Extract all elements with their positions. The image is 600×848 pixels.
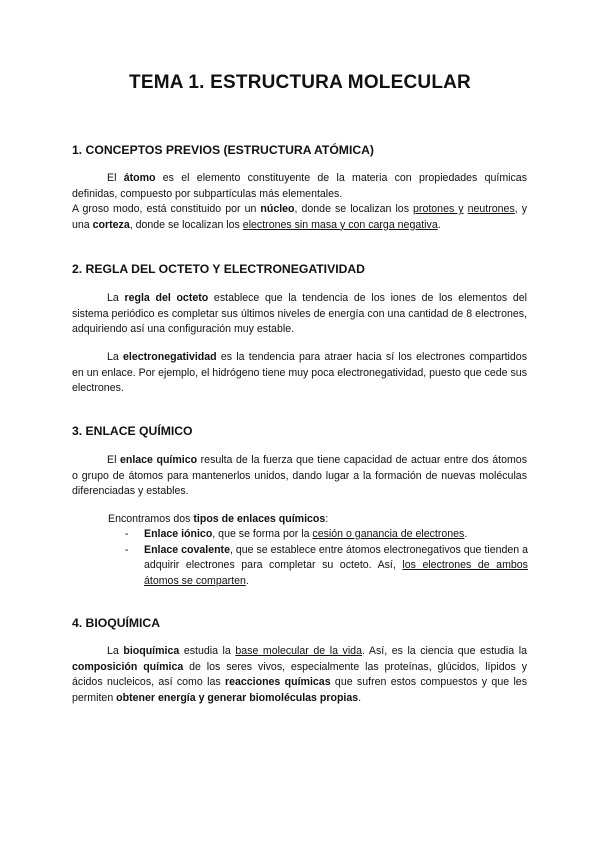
list-item: - Enlace covalente, que se establece entre átomos electronegativos que tienden a adquirir electrones para completar su octeto. Así, los electrones de ambos átomos se comparten.: [125, 543, 528, 587]
section-2-paragraph-1: La regla del octeto establece que la tendencia de los iones de los elementos del sistema periódico es completar sus últimos niveles de energía con una cantidad de 8 electrones, adquiriendo así una configuración muy estable.: [72, 292, 527, 336]
section-2-paragraph-2: La electronegatividad es la tendencia para atraer hacia sí los electrones compartidos en un enlace. Por ejemplo, el hidrógeno tiene muy poca electronegatividad, puesto que cede sus electrones.: [72, 351, 527, 395]
section-1-paragraph-2: A groso modo, está constituido por un núcleo, donde se localizan los protones y neutrones, y una corteza, donde se localizan los electrones sin masa y con carga negativa.: [72, 203, 528, 231]
section-1-heading: 1. CONCEPTOS PREVIOS (ESTRUCTURA ATÓMICA): [72, 143, 374, 157]
list-item: - Enlace iónico, que se forma por la cesión o ganancia de electrones.: [125, 528, 468, 540]
document-title: TEMA 1. ESTRUCTURA MOLECULAR: [129, 72, 471, 93]
enlace-types-list: [108, 527, 528, 589]
section-3-heading: 3. ENLACE QUÍMICO: [72, 424, 193, 438]
section-4-heading: 4. BIOQUÍMICA: [72, 616, 161, 630]
section-3-paragraph-1: El enlace químico resulta de la fuerza que tiene capacidad de actuar entre dos átomos o grupo de átomos para mantenerlos unidos, dando lugar a la formación de nuevas moléculas diferenciadas y estables.: [72, 454, 527, 498]
section-3-list-lead: Encontramos dos tipos de enlaces químicos:: [108, 513, 329, 525]
section-1-paragraph-1: El átomo es el elemento constituyente de la materia con propiedades químicas definidas, compuesto por subpartículas más elementales.: [72, 172, 527, 200]
section-2-heading: 2. REGLA DEL OCTETO Y ELECTRONEGATIVIDAD: [72, 262, 365, 276]
section-4-paragraph-1: La bioquímica estudia la base molecular de la vida. Así, es la ciencia que estudia la composición química de los seres vivos, especialmente las proteínas, glúcidos, lípidos y ácidos nucleicos, así como las reacciones químicas que sufren estos compuestos y que les permiten obtener energía y generar biomoléculas propias.: [72, 645, 527, 704]
